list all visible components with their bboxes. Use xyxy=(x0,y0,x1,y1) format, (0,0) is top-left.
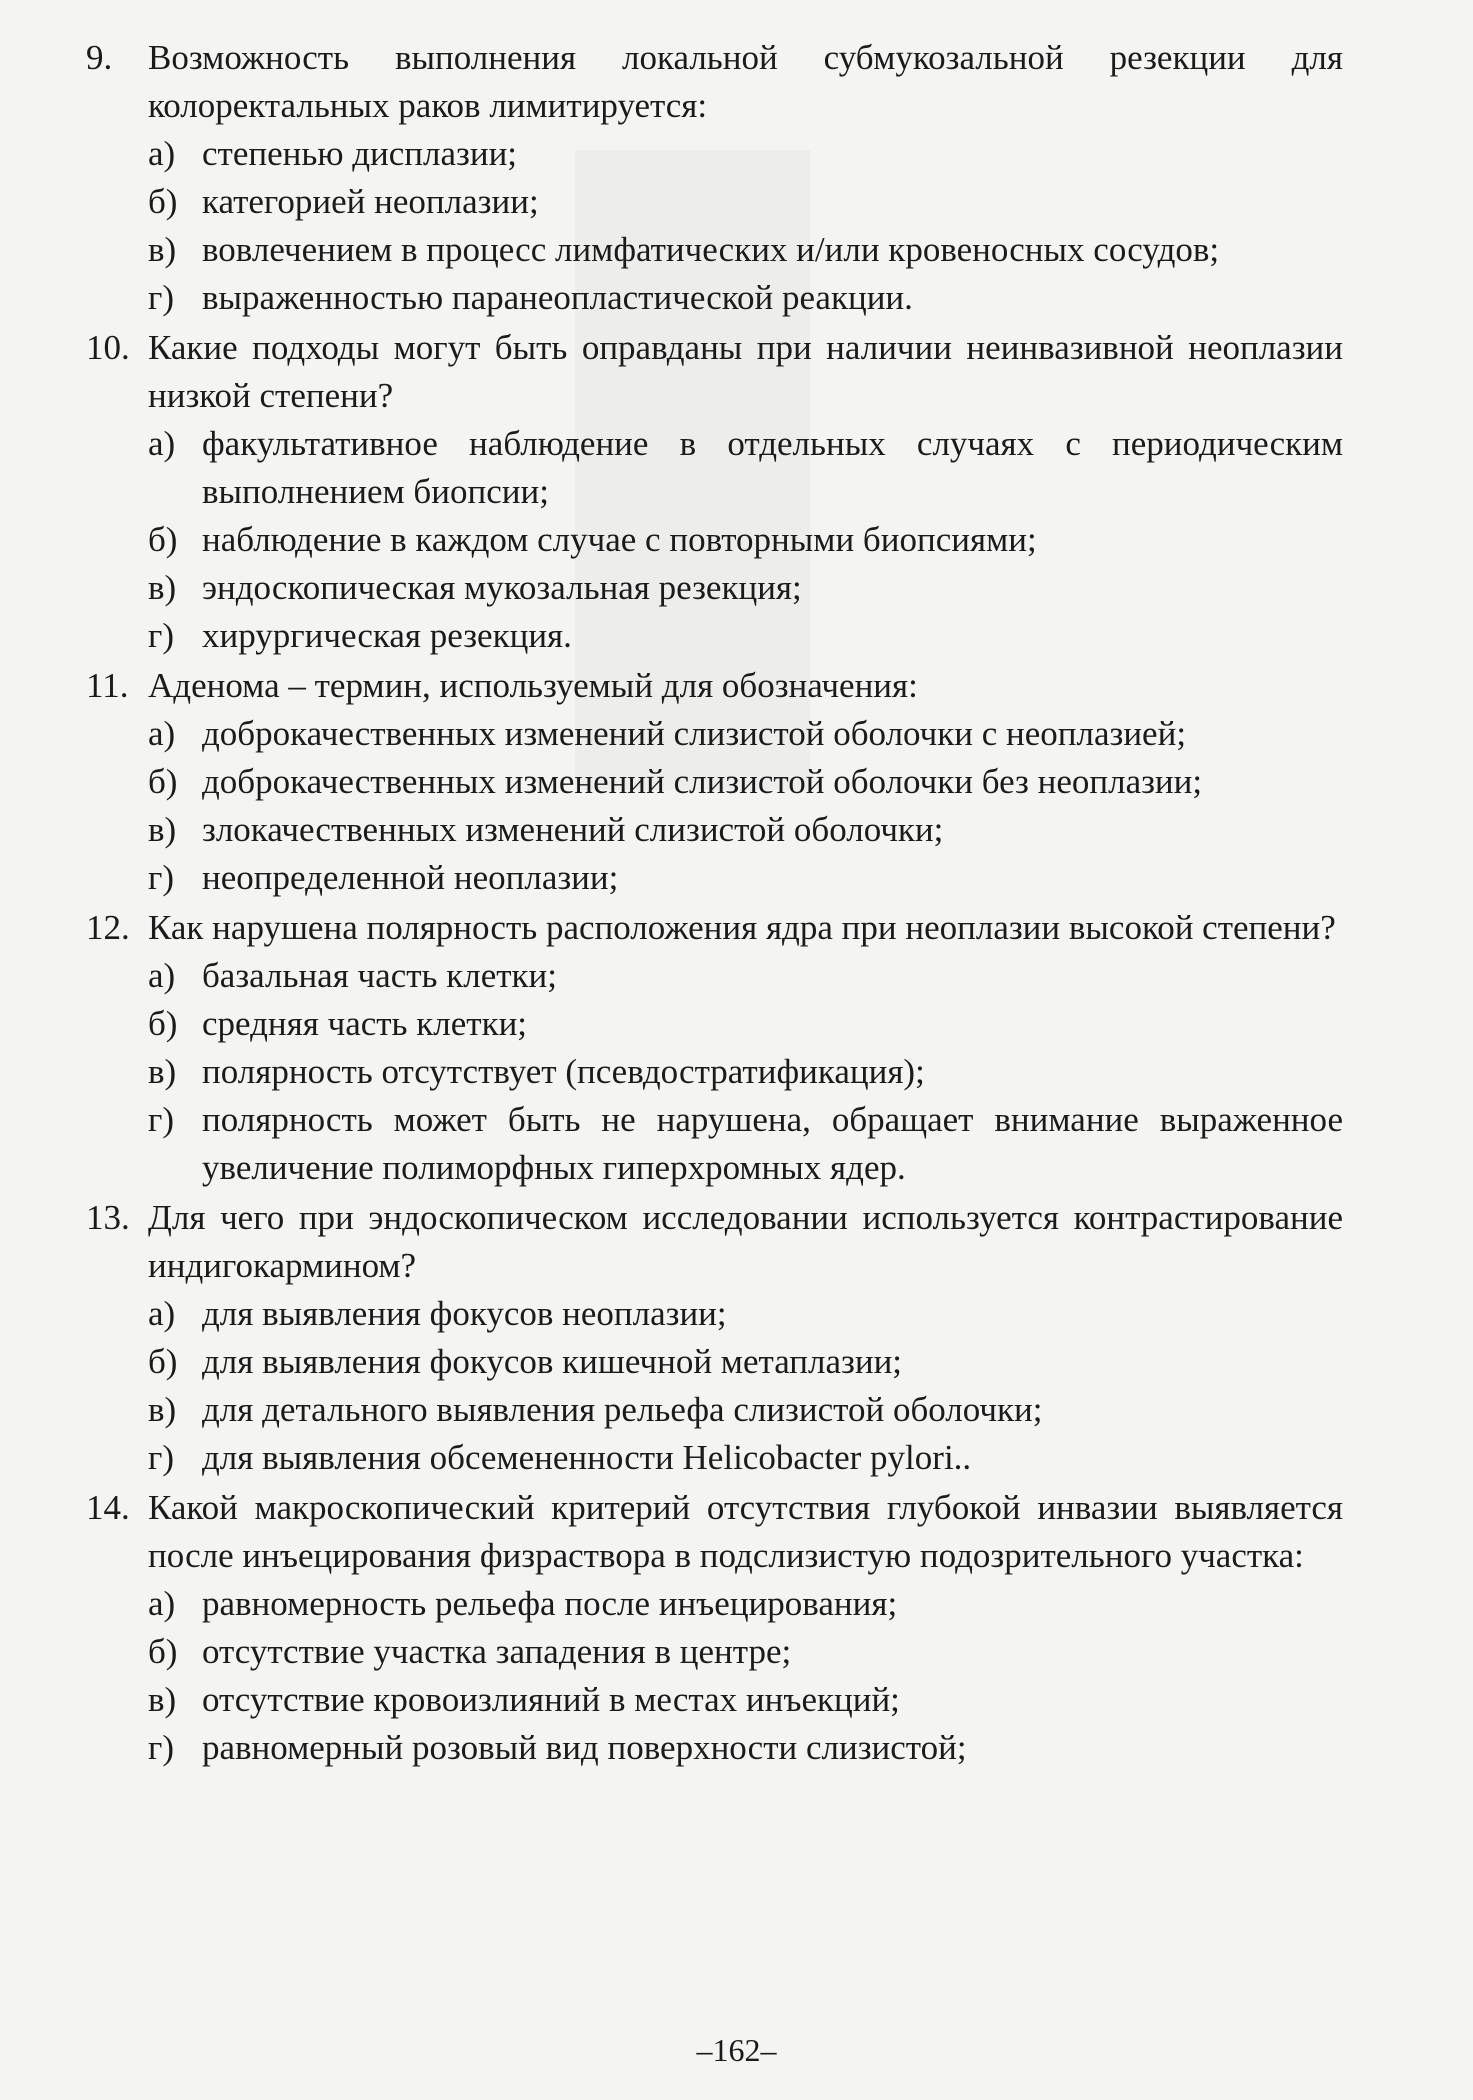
option-letter: а) xyxy=(148,1294,176,1333)
option-letter: а) xyxy=(148,424,176,463)
question-heading xyxy=(86,662,1343,710)
option-letter: в) xyxy=(148,230,177,269)
question-text: Для чего при эндоскопическом исследовании используется контрастирование индигокармином? xyxy=(148,1198,1343,1285)
question-item xyxy=(86,1484,1343,1772)
question-heading xyxy=(86,904,1343,952)
answer-option xyxy=(86,758,1343,806)
question-item xyxy=(86,324,1343,660)
question-list xyxy=(86,34,1343,1772)
option-text: равномерный розовый вид поверхности слизистой; xyxy=(202,1728,967,1767)
option-text: для выявления фокусов неоплазии; xyxy=(202,1294,727,1333)
answer-option xyxy=(86,806,1343,854)
question-item xyxy=(86,34,1343,322)
answer-option xyxy=(86,1000,1343,1048)
option-text: полярность может быть не нарушена, обращает внимание выраженное увеличение полиморфных гиперхромных ядер. xyxy=(202,1100,1343,1187)
question-heading xyxy=(86,1484,1343,1580)
answer-option xyxy=(86,1048,1343,1096)
option-text: выраженностью паранеопластической реакции. xyxy=(202,278,913,317)
answer-option xyxy=(86,178,1343,226)
answer-option xyxy=(86,710,1343,758)
option-letter: г) xyxy=(148,1728,175,1767)
answer-option xyxy=(86,516,1343,564)
option-letter: б) xyxy=(148,182,178,221)
question-text: Какой макроскопический критерий отсутствия глубокой инвазии выявляется после инъецирования физраствора в подслизистую подозрительного участка: xyxy=(148,1488,1343,1575)
option-text: отсутствие участка западения в центре; xyxy=(202,1632,792,1671)
option-letter: а) xyxy=(148,714,176,753)
question-heading xyxy=(86,1194,1343,1290)
question-item xyxy=(86,662,1343,902)
question-heading xyxy=(86,324,1343,420)
option-letter: б) xyxy=(148,1632,178,1671)
answer-option xyxy=(86,420,1343,516)
question-text: Аденома – термин, используемый для обозначения: xyxy=(148,666,918,705)
option-letter: б) xyxy=(148,1342,178,1381)
answer-option xyxy=(86,130,1343,178)
question-text: Возможность выполнения локальной субмукозальной резекции для колоректальных раков лимитируется: xyxy=(148,38,1343,125)
option-text: эндоскопическая мукозальная резекция; xyxy=(202,568,802,607)
question-item xyxy=(86,904,1343,1192)
answer-options xyxy=(86,952,1343,1192)
option-text: степенью дисплазии; xyxy=(202,134,518,173)
answer-option xyxy=(86,1386,1343,1434)
option-text: категорией неоплазии; xyxy=(202,182,539,221)
answer-option xyxy=(86,1580,1343,1628)
answer-option xyxy=(86,1434,1343,1482)
answer-option xyxy=(86,1096,1343,1192)
page-number: –162– xyxy=(696,2032,777,2068)
answer-options xyxy=(86,1290,1343,1482)
option-text: для детального выявления рельефа слизистой оболочки; xyxy=(202,1390,1043,1429)
option-letter: г) xyxy=(148,1438,175,1477)
option-letter: а) xyxy=(148,956,176,995)
option-letter: б) xyxy=(148,520,178,559)
question-number: 11. xyxy=(86,666,129,705)
option-text: факультативное наблюдение в отдельных случаях с периодическим выполнением биопсии; xyxy=(202,424,1343,511)
option-text: злокачественных изменений слизистой оболочки; xyxy=(202,810,944,849)
question-number: 9. xyxy=(86,38,113,77)
option-letter: а) xyxy=(148,134,176,173)
answer-option xyxy=(86,612,1343,660)
question-text: Как нарушена полярность расположения ядра при неоплазии высокой степени? xyxy=(148,908,1336,947)
question-item xyxy=(86,1194,1343,1482)
question-heading xyxy=(86,34,1343,130)
option-text: для выявления обсемененности Helicobacter pylori.. xyxy=(202,1438,972,1477)
answer-options xyxy=(86,1580,1343,1772)
answer-option xyxy=(86,1676,1343,1724)
option-text: вовлечением в процесс лимфатических и/или кровеносных сосудов; xyxy=(202,230,1220,269)
answer-options xyxy=(86,130,1343,322)
question-number: 10. xyxy=(86,328,130,367)
option-text: базальная часть клетки; xyxy=(202,956,557,995)
option-letter: б) xyxy=(148,762,178,801)
option-text: неопределенной неоплазии; xyxy=(202,858,619,897)
answer-option xyxy=(86,952,1343,1000)
question-number: 13. xyxy=(86,1198,130,1237)
question-number: 12. xyxy=(86,908,130,947)
option-text: для выявления фокусов кишечной метаплазии; xyxy=(202,1342,903,1381)
option-letter: б) xyxy=(148,1004,178,1043)
option-letter: г) xyxy=(148,858,175,897)
option-text: отсутствие кровоизлияний в местах инъекций; xyxy=(202,1680,900,1719)
answer-option xyxy=(86,226,1343,274)
option-letter: в) xyxy=(148,568,177,607)
answer-option xyxy=(86,1628,1343,1676)
option-text: наблюдение в каждом случае с повторными биопсиями; xyxy=(202,520,1037,559)
option-letter: а) xyxy=(148,1584,176,1623)
answer-option xyxy=(86,1724,1343,1772)
question-text: Какие подходы могут быть оправданы при наличии неинвазивной неоплазии низкой степени? xyxy=(148,328,1343,415)
option-text: доброкачественных изменений слизистой оболочки без неоплазии; xyxy=(202,762,1203,801)
answer-options xyxy=(86,710,1343,902)
answer-option xyxy=(86,1338,1343,1386)
option-text: равномерность рельефа после инъецирования; xyxy=(202,1584,898,1623)
option-letter: в) xyxy=(148,810,177,849)
option-letter: г) xyxy=(148,278,175,317)
answer-option xyxy=(86,564,1343,612)
option-letter: г) xyxy=(148,616,175,655)
option-letter: в) xyxy=(148,1680,177,1719)
answer-option xyxy=(86,274,1343,322)
question-number: 14. xyxy=(86,1488,130,1527)
option-text: хирургическая резекция. xyxy=(202,616,572,655)
option-text: средняя часть клетки; xyxy=(202,1004,528,1043)
option-letter: в) xyxy=(148,1052,177,1091)
option-text: полярность отсутствует (псевдостратификация); xyxy=(202,1052,925,1091)
answer-option xyxy=(86,854,1343,902)
answer-options xyxy=(86,420,1343,660)
answer-option xyxy=(86,1290,1343,1338)
option-text: доброкачественных изменений слизистой оболочки с неоплазией; xyxy=(202,714,1187,753)
option-letter: г) xyxy=(148,1100,175,1139)
option-letter: в) xyxy=(148,1390,177,1429)
